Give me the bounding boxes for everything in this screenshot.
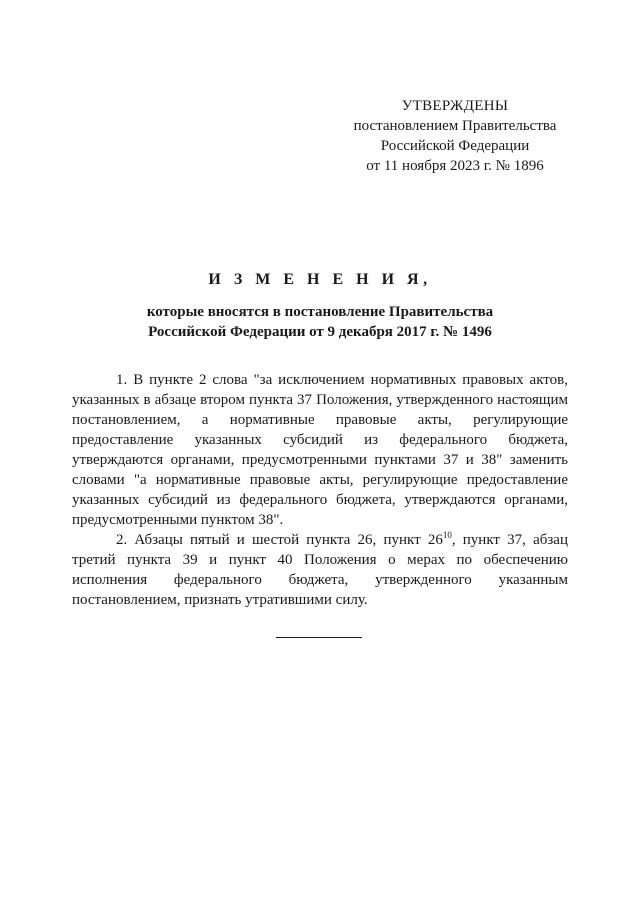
approval-title: УТВЕРЖДЕНЫ bbox=[401, 98, 509, 114]
paragraph-1: 1. В пункте 2 слова "за исключением нормативных правовых актов, указанных в абзаце втором пункта 37 Положения, утвержденного настоящим постановлением, а нормативные правовые акты, регулирующие предоставление указанных субсидий из федерального бюджета, утверждаются органами, предусмотренными пунктами 37 и 38" заменить словами "а нормативные правовые акты, регулирующие предоставление указанных субсидий из федерального бюджета, утверждаются органами, предусмотренными пунктом 38". bbox=[72, 372, 568, 528]
document-heading bbox=[72, 270, 568, 342]
approval-line-2: Российской Федерации bbox=[380, 138, 530, 154]
approval-stamp bbox=[340, 96, 570, 176]
subtitle-line-2: Российской Федерации от 9 декабря 2017 г. № 1496 bbox=[148, 324, 492, 340]
closing-divider bbox=[276, 637, 362, 638]
approval-line-1: постановлением Правительства bbox=[353, 118, 557, 134]
document-title: И З М Е Н Е Н И Я, bbox=[208, 271, 432, 288]
document-body bbox=[72, 370, 568, 610]
paragraph-2-end: , пункт 37, абзац третий пункта 39 и пункт 40 Положения о мерах по обеспечению исполнения федерального бюджета, утвержденного указанным постановлением, признать утратившими силу. bbox=[72, 532, 568, 608]
paragraph-2-start: 2. Абзацы пятый и шестой пункта 26, пункт 26 bbox=[116, 532, 443, 548]
subtitle-line-1: которые вносятся в постановление Правительства bbox=[146, 304, 494, 320]
document-subtitle bbox=[72, 302, 568, 342]
paragraph-2-superscript: 10 bbox=[442, 530, 452, 540]
paragraph-2 bbox=[72, 530, 568, 610]
approval-line-3: от 11 ноября 2023 г. № 1896 bbox=[366, 158, 544, 174]
